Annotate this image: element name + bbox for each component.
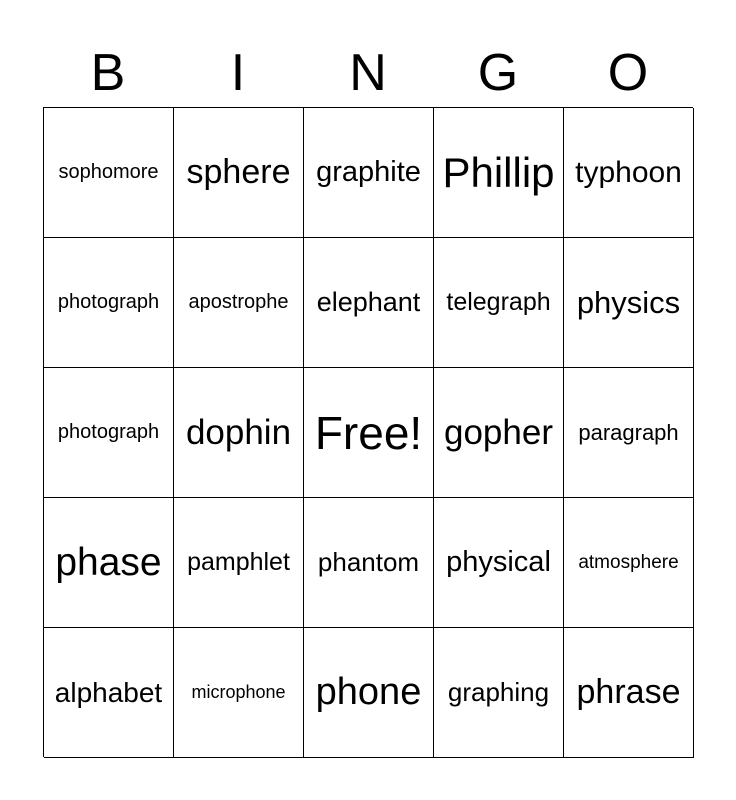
bingo-cell[interactable]: pamphlet: [174, 498, 304, 628]
bingo-board: [43, 107, 693, 757]
bingo-cell[interactable]: sphere: [174, 108, 304, 238]
bingo-cell[interactable]: graphite: [304, 108, 434, 238]
bingo-cell[interactable]: phone: [304, 628, 434, 758]
bingo-cell[interactable]: phase: [44, 498, 174, 628]
header-letter-b: B: [90, 44, 126, 102]
header-letter-g: G: [477, 44, 519, 102]
bingo-cell[interactable]: physical: [434, 498, 564, 628]
bingo-cell[interactable]: gopher: [434, 368, 564, 498]
bingo-cell[interactable]: atmosphere: [564, 498, 694, 628]
bingo-cell[interactable]: photograph: [44, 368, 174, 498]
bingo-cell[interactable]: dophin: [174, 368, 304, 498]
bingo-cell[interactable]: graphing: [434, 628, 564, 758]
header-letter-i: I: [230, 44, 246, 102]
bingo-cell[interactable]: photograph: [44, 238, 174, 368]
bingo-cell[interactable]: sophomore: [44, 108, 174, 238]
free-space-cell[interactable]: Free!: [304, 368, 434, 498]
bingo-cell[interactable]: Phillip: [434, 108, 564, 238]
bingo-cell[interactable]: alphabet: [44, 628, 174, 758]
bingo-cell[interactable]: telegraph: [434, 238, 564, 368]
bingo-cell[interactable]: microphone: [174, 628, 304, 758]
bingo-cell[interactable]: phantom: [304, 498, 434, 628]
bingo-cell[interactable]: physics: [564, 238, 694, 368]
bingo-cell[interactable]: phrase: [564, 628, 694, 758]
bingo-header: [43, 40, 693, 106]
bingo-cell[interactable]: elephant: [304, 238, 434, 368]
header-letter-o: O: [607, 44, 649, 102]
bingo-cell[interactable]: paragraph: [564, 368, 694, 498]
bingo-cell[interactable]: apostrophe: [174, 238, 304, 368]
bingo-cell[interactable]: typhoon: [564, 108, 694, 238]
header-letter-n: N: [349, 44, 387, 102]
